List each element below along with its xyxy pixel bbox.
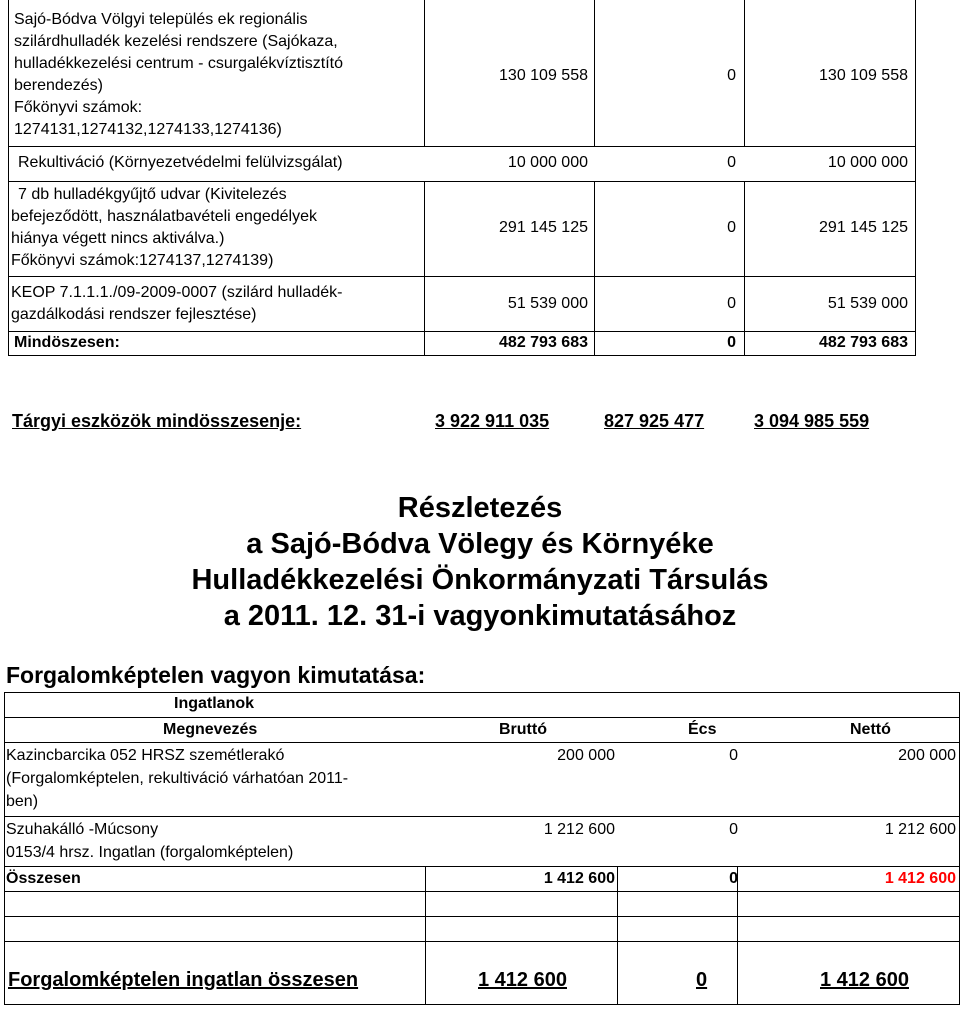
heading-line: Hulladékkezelési Önkormányzati Társulás [191, 564, 769, 596]
column-header-ecs: Écs [688, 721, 717, 738]
netto-value: 1 212 600 [884, 821, 956, 838]
netto-value: 51 539 000 [827, 295, 908, 312]
ecs-value: 0 [727, 67, 736, 84]
grand-total-ecs: 0 [696, 969, 708, 991]
assets-total-label: Tárgyi eszközök mindösszesenje: [12, 411, 302, 431]
total-label: Mindöszesen: [14, 334, 120, 351]
brutto-value: 51 539 000 [507, 295, 588, 312]
row-name-line: KEOP 7.1.1.1./09-2009-0007 (szilárd hulladék- [11, 284, 343, 301]
row-name-line: hiánya végett nincs aktiválva.) [11, 230, 225, 247]
row-name-line: Főkönyvi számok: [14, 99, 143, 116]
assets-total-ecs: 827 925 477 [604, 411, 705, 431]
row-name-line: hulladékkezelési centrum - csurgalékvíztisztító [14, 55, 344, 72]
row-name-line: 7 db hulladékgyűjtő udvar (Kivitelezés [18, 186, 287, 203]
brutto-value: 10 000 000 [507, 154, 588, 171]
total-netto: 1 412 600 [884, 870, 956, 887]
netto-value: 10 000 000 [827, 154, 908, 171]
row-name-line: Rekultiváció (Környezetvédelmi felülvizsgálat) [18, 154, 343, 171]
row-name-line: befejeződött, használatbavételi engedélyek [11, 208, 317, 225]
section-title: Forgalomképtelen vagyon kimutatása: [6, 662, 426, 688]
total-label: Összesen [6, 870, 81, 887]
assets-total-brutto: 3 922 911 035 [435, 411, 550, 431]
ecs-value: 0 [727, 295, 736, 312]
total-brutto: 1 412 600 [543, 870, 615, 887]
ecs-value: 0 [727, 219, 736, 236]
total-ecs: 0 [727, 334, 736, 351]
row-name-line: 1274131,1274132,1274133,1274136) [14, 121, 282, 138]
grand-total-brutto: 1 412 600 [478, 969, 567, 991]
heading-line: a 2011. 12. 31-i vagyonkimutatásához [223, 600, 737, 632]
row-name-line: Főkönyvi számok:1274137,1274139) [11, 252, 274, 269]
row-name-line: szilárdhulladék kezelési rendszere (Sajókaza, [14, 33, 338, 50]
ecs-value: 0 [729, 747, 738, 764]
brutto-value: 200 000 [557, 747, 615, 764]
column-header-name: Megnevezés [163, 721, 258, 738]
row-name-line: Kazincbarcika 052 HRSZ szemétlerakó [6, 747, 285, 764]
total-ecs: 0 [729, 870, 738, 887]
column-header-brutto: Bruttó [499, 721, 547, 738]
brutto-value: 291 145 125 [499, 219, 588, 236]
grand-total-netto: 1 412 600 [820, 969, 909, 991]
row-name-line: 0153/4 hrsz. Ingatlan (forgalomképtelen) [6, 844, 294, 861]
assets-total-netto: 3 094 985 559 [754, 411, 870, 431]
heading-line: a Sajó-Bódva Völegy és Környéke [246, 528, 714, 560]
heading-line: Részletezés [397, 492, 563, 524]
brutto-value: 1 212 600 [543, 821, 615, 838]
grand-total-label: Forgalomképtelen ingatlan összesen [8, 969, 359, 991]
column-header-netto: Nettó [850, 721, 891, 738]
row-name-line: Szuhakálló -Múcsony [6, 821, 159, 838]
netto-value: 130 109 558 [819, 67, 908, 84]
ecs-value: 0 [729, 821, 738, 838]
netto-value: 200 000 [898, 747, 956, 764]
total-brutto: 482 793 683 [499, 334, 588, 351]
group-label: Ingatlanok [174, 695, 255, 712]
row-name-line: (Forgalomképtelen, rekultiváció várhatóan 2011- [6, 770, 349, 787]
netto-value: 291 145 125 [819, 219, 908, 236]
brutto-value: 130 109 558 [499, 67, 588, 84]
row-name-line: ben) [6, 793, 39, 810]
row-name-line: berendezés) [14, 77, 103, 94]
total-netto: 482 793 683 [819, 334, 908, 351]
row-name-line: gazdálkodási rendszer fejlesztése) [11, 306, 257, 323]
ecs-value: 0 [727, 154, 736, 171]
row-name-line: Sajó-Bódva Völgyi település ek regionális [14, 11, 308, 28]
